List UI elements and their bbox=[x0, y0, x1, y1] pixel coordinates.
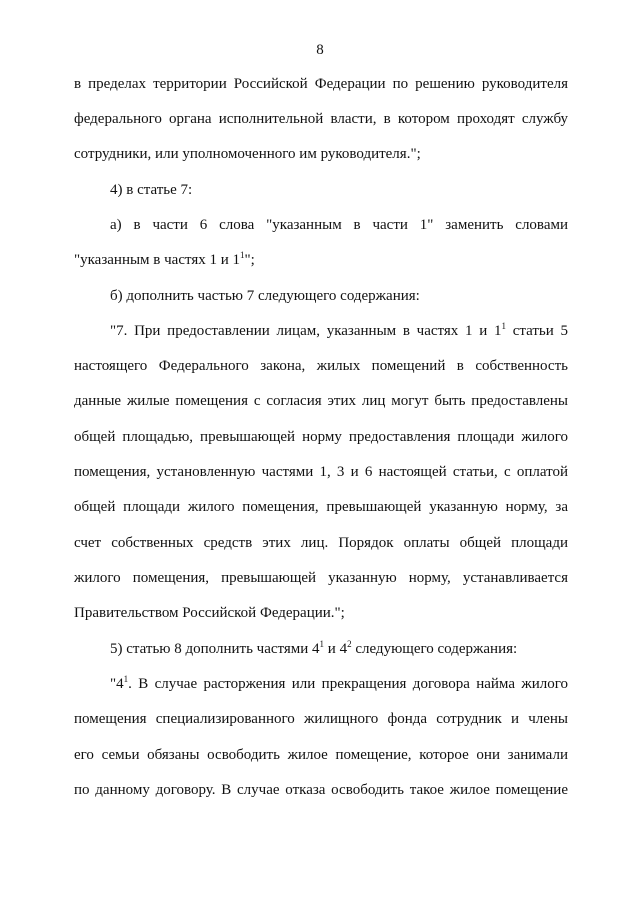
text-line: помещения специализированного жилищного фонда сотрудник и члены bbox=[74, 711, 568, 727]
text-segment: следующего содержания: bbox=[351, 641, 518, 657]
text-segment: "указанным в частях 1 и 1 bbox=[74, 252, 241, 268]
text-line: общей площади жилого помещения, превышающей указанную норму, за bbox=[74, 499, 568, 515]
text-line: в пределах территории Российской Федерации по решению руководителя bbox=[74, 76, 568, 92]
text-line: сотрудники, или уполномоченного им руководителя."; bbox=[74, 146, 421, 162]
text-segment: "7. При предоставлении лицам, указанным в частях 1 и 1 bbox=[110, 323, 502, 339]
text-line: Правительством Российской Федерации."; bbox=[74, 605, 345, 621]
text-segment: "; bbox=[244, 252, 255, 268]
text-line bbox=[110, 321, 568, 341]
text-segment: . В случае расторжения или прекращения договора найма жилого bbox=[128, 676, 568, 692]
text-line bbox=[110, 674, 568, 694]
text-line: по данному договору. В случае отказа освободить такое жилое помещение bbox=[74, 782, 568, 798]
superscript: 1 bbox=[319, 639, 325, 649]
page-number: 8 bbox=[316, 42, 324, 58]
superscript: 1 bbox=[240, 250, 245, 260]
superscript: 2 bbox=[347, 639, 352, 649]
superscript: 1 bbox=[123, 674, 129, 684]
text-line bbox=[74, 250, 568, 270]
superscript: 1 bbox=[501, 321, 506, 331]
text-line: б) дополнить частью 7 следующего содержания: bbox=[110, 288, 420, 304]
text-segment: и 4 bbox=[324, 641, 348, 657]
text-line: помещения, установленную частями 1, 3 и 6 настоящей статьи, с оплатой bbox=[74, 464, 568, 480]
text-segment: 5) статью 8 дополнить частями 4 bbox=[110, 641, 320, 657]
text-line bbox=[110, 639, 568, 659]
text-segment: статьи 5 bbox=[505, 323, 568, 339]
text-line: его семьи обязаны освободить жилое помещение, которое они занимали bbox=[74, 747, 568, 763]
text-segment: "4 bbox=[110, 676, 124, 692]
text-line: настоящего Федерального закона, жилых помещений в собственность bbox=[74, 358, 568, 374]
text-line: 4) в статье 7: bbox=[110, 182, 193, 198]
text-line: а) в части 6 слова "указанным в части 1" заменить словами bbox=[110, 217, 568, 233]
text-line: жилого помещения, превышающей указанную норму, устанавливается bbox=[74, 570, 568, 586]
text-line: общей площадью, превышающей норму предоставления площади жилого bbox=[74, 429, 568, 445]
text-line: счет собственных средств этих лиц. Порядок оплаты общей площади bbox=[74, 535, 568, 551]
text-line: данные жилые помещения с согласия этих лиц могут быть предоставлены bbox=[74, 393, 568, 409]
text-line: федерального органа исполнительной власти, в котором проходят службу bbox=[74, 111, 568, 127]
